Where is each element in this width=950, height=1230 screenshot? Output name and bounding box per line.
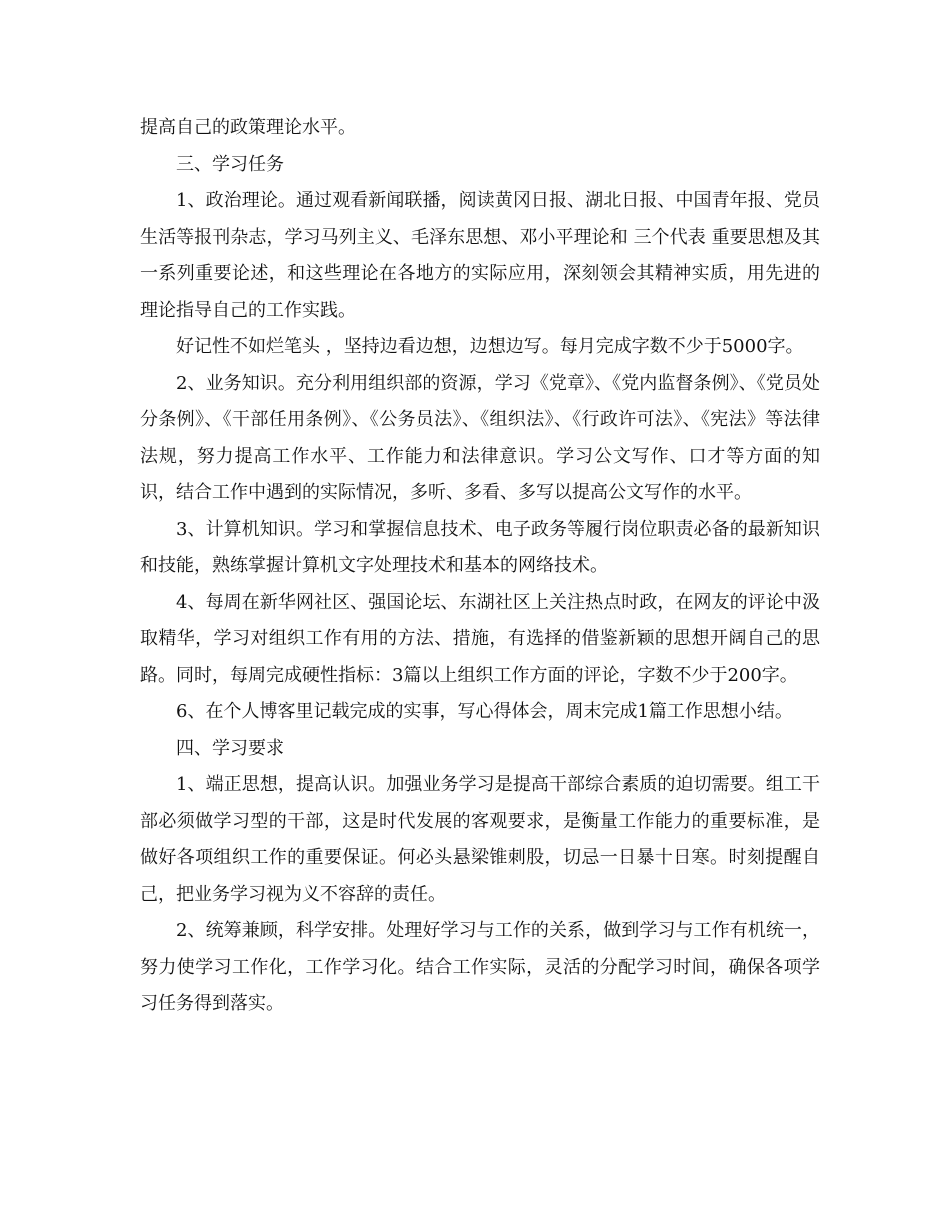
paragraph-computer-knowledge: 3、计算机知识。学习和掌握信息技术、电子政务等履行岗位职责必备的最新知识和技能，熟练掌握计算机文字处理技术和基本的网络技术。 xyxy=(140,518,820,576)
paragraph-overall-planning: 2、统筹兼顾，科学安排。处理好学习与工作的关系，做到学习与工作有机统一，努力使学习工作化，工作学习化。结合工作实际，灵活的分配学习时间，确保各项学习任务得到落实。 xyxy=(140,920,820,1014)
section-heading-study-requirements: 四、学习要求 xyxy=(176,737,284,759)
paragraph-weekly-forums: 4、每周在新华网社区、强国论坛、东湖社区上关注热点时政，在网友的评论中汲取精华，学习对组织工作有用的方法、措施，有选择的借鉴新颖的思想开阔自己的思路。同时，每周完成硬性指标：3篇以上组织工作方面的评论，字数不少于200字。 xyxy=(140,591,820,686)
paragraph-correct-thinking: 1、端正思想，提高认识。加强业务学习是提高干部综合素质的迫切需要。组工干部必须做学习型的干部，这是时代发展的客观要求，是衡量工作能力的重要标准，是做好各项组织工作的重要保证。何必头悬梁锥刺股，切忌一日暴十日寒。时刻提醒自己，把业务学习视为义不容辞的责任。 xyxy=(140,774,820,905)
paragraph-political-theory: 1、政治理论。通过观看新闻联播，阅读黄冈日报、湖北日报、中国青年报、党员生活等报刊杂志，学习马列主义、毛泽东思想、邓小平理论和 三个代表 重要思想及其一系列重要论述，和这些理论在各地方的实际应用，深刻领会其精神实质，用先进的理论指导自己的工作实践。 xyxy=(140,190,820,321)
paragraph-continuation: 提高自己的政策理论水平。 xyxy=(140,117,356,138)
paragraph-business-knowledge: 2、业务知识。充分利用组织部的资源，学习《党章》、《党内监督条例》、《党员处分条例》、《干部任用条例》、《公务员法》、《组织法》、《行政许可法》、《宪法》等法律法规，努力提高工作水平、工作能力和法律意识。学习公文写作、口才等方面的知识，结合工作中遇到的实际情况，多听、多看、多写以提高公文写作的水平。 xyxy=(140,372,820,503)
paragraph-personal-blog: 6、在个人博客里记载完成的实事，写心得体会，周末完成1篇工作思想小结。 xyxy=(176,701,793,722)
section-heading-study-tasks: 三、学习任务 xyxy=(176,153,284,175)
document-body xyxy=(140,110,820,1023)
paragraph-note-writing: 好记性不如烂笔头 ，坚持边看边想，边想边写。每月完成字数不少于5000字。 xyxy=(176,336,804,357)
